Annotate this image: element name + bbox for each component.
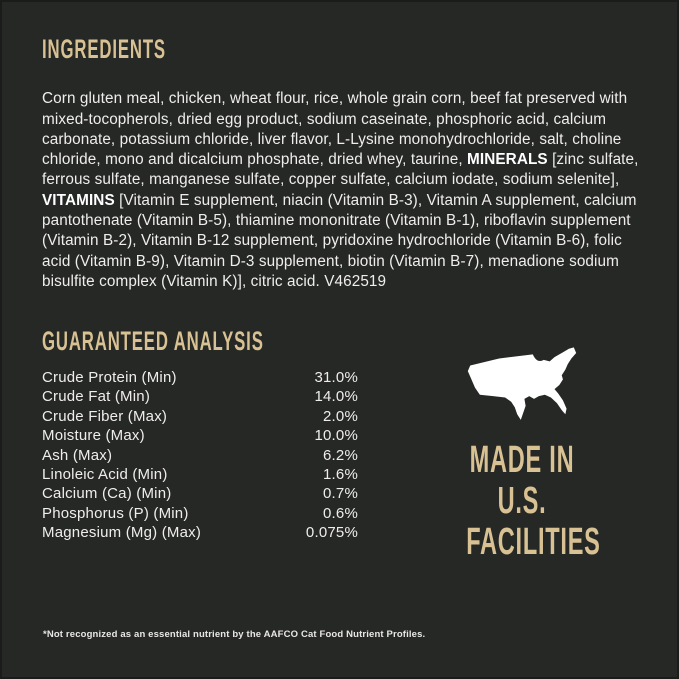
analysis-row-value: 2.0%: [323, 407, 358, 425]
ingredients-text-part1: Corn gluten meal, chicken, wheat flour, rice, whole grain corn, beef fat preserved with mixed-tocopherols, dried egg product, sodium caseinate, phosphoric acid, calcium carbonate, potassium chloride, liver flavor, L-Lysine monohydrochloride, salt, choline chloride, mono and dicalcium phosphate, dried whey, taurine,: [42, 90, 628, 169]
analysis-row-value: 14.0%: [314, 388, 358, 406]
ingredients-text-part3: [Vitamin E supplement, niacin (Vitamin B-3), Vitamin A supplement, calcium pantothenate (Vitamin B-5), thiamine mononitrate (Vitamin B-1), riboflavin supplement (Vitamin B-2), Vitamin B-12 supplement, pyridoxine hydrochloride (Vitamin B-6), folic acid (Vitamin B-9), Vitamin D-3 supplement, biotin (Vitamin B-7), menadione sodium bisulfite complex (Vitamin K)], citric acid. V462519: [42, 191, 637, 290]
guaranteed-analysis-heading-text: GUARANTEED ANALYSIS: [42, 326, 264, 356]
ingredients-heading-text: INGREDIENTS: [42, 34, 166, 64]
analysis-row-value: 31.0%: [314, 369, 358, 386]
analysis-row-label: Crude Fiber (Max): [42, 407, 168, 425]
analysis-row-label: Moisture (Max): [42, 427, 145, 445]
made-in-line1: MADE IN: [469, 439, 575, 481]
analysis-row: [42, 484, 358, 503]
analysis-row: [42, 387, 358, 406]
analysis-row-label: Magnesium (Mg) (Max): [42, 524, 202, 542]
vitamins-label: VITAMINS: [42, 191, 115, 209]
made-in-us-facilities-text: [432, 440, 612, 563]
analysis-row: [42, 407, 358, 426]
analysis-row-value: 1.6%: [323, 465, 358, 483]
analysis-row-label: Linoleic Acid (Min): [42, 465, 168, 483]
analysis-row-label: Crude Fat (Min): [42, 388, 151, 406]
analysis-row-value: 6.2%: [323, 446, 358, 464]
guaranteed-analysis-heading: [42, 328, 400, 355]
analysis-row: [42, 465, 358, 484]
ingredients-paragraph: [42, 89, 650, 292]
ingredients-text-part2: [zinc sulfate, ferrous sulfate, manganese sulfate, copper sulfate, calcium iodate, sodium selenite],: [42, 151, 639, 189]
guaranteed-analysis-table: [42, 368, 358, 543]
analysis-row-value: 10.0%: [314, 427, 358, 445]
analysis-row-label: Crude Protein (Min): [42, 369, 177, 386]
analysis-row-label: Calcium (Ca) (Min): [42, 485, 172, 503]
analysis-row: [42, 446, 358, 465]
analysis-row: [42, 504, 358, 523]
aafco-footnote: *Not recognized as an essential nutrient by the AAFCO Cat Food Nutrient Profiles.: [43, 629, 426, 640]
analysis-row: [42, 368, 358, 387]
analysis-row-value: 0.6%: [323, 504, 358, 522]
analysis-row: [42, 523, 358, 542]
analysis-row-label: Ash (Max): [42, 446, 113, 464]
minerals-label: MINERALS: [467, 151, 548, 169]
made-in-us-block: [432, 346, 612, 563]
made-in-line2: U.S.: [497, 480, 547, 522]
ingredients-heading: [42, 36, 242, 63]
analysis-row-value: 0.7%: [323, 485, 358, 503]
analysis-row-value: 0.075%: [305, 524, 358, 542]
usa-map-icon: [463, 346, 581, 424]
made-in-line3: FACILITIES: [466, 521, 601, 563]
analysis-row: [42, 426, 358, 445]
analysis-row-label: Phosphorus (P) (Min): [42, 504, 189, 522]
